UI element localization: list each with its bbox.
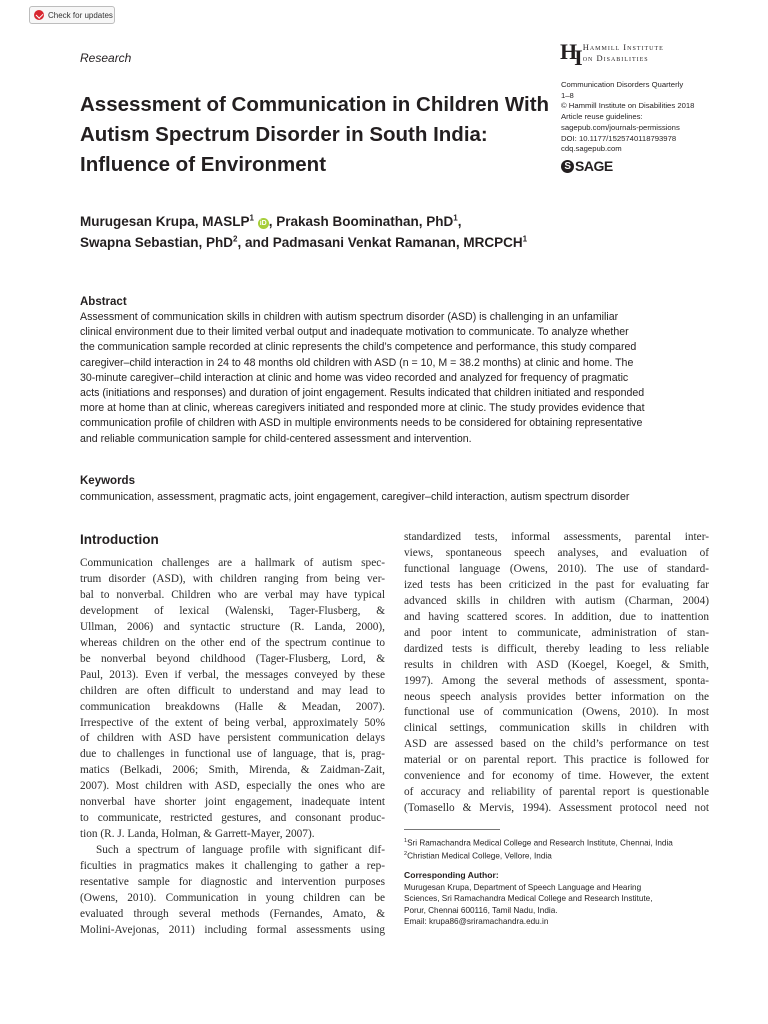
abstract-line: more at home than at clinic, whereas caregivers initiated and responded more at clinic. The study provides evidence that — [80, 402, 645, 415]
affiliation-1-text: Sri Ramachandra Medical College and Research Institute, Chennai, India — [407, 838, 673, 848]
author-4: , and Padmasani Venkat Ramanan, MRCPCH — [237, 235, 523, 250]
affil-sup: 1 — [404, 838, 408, 844]
body-line: be nonverbal beyond childhood (Tager-Flusberg, Lord, & — [80, 652, 385, 665]
orcid-icon[interactable]: iD — [259, 220, 267, 227]
abstract-line: 30-minute caregiver–child interaction at clinic and home was video recorded and analyzed for frequency of pragmatic — [80, 371, 629, 384]
body-line: standardized tests, informal assessments, parental inter- — [404, 531, 709, 543]
affiliation-footnotes — [404, 836, 724, 863]
introduction-heading: Introduction — [80, 532, 159, 547]
affil-sup: 1 — [249, 213, 254, 223]
copyright: © Hammill Institute on Disabilities 2018 — [561, 101, 695, 111]
body-line: 1997). Among the several methods of assessment, sponta- — [404, 674, 709, 687]
body-line: resentative sample for diagnostic and intervention purposes — [80, 876, 385, 889]
corr-email[interactable]: Email: krupa86@sriramachandra.edu.in — [404, 917, 549, 927]
body-line: Such a spectrum of language profile with significant dif- — [96, 844, 385, 857]
affil-sup: 1 — [453, 213, 458, 223]
keywords-heading: Keywords — [80, 475, 135, 487]
affil-sup: 2 — [233, 234, 238, 244]
corr-line: Murugesan Krupa, Department of Speech Language and Hearing — [404, 882, 642, 892]
author-3: Swapna Sebastian, PhD — [80, 235, 234, 250]
body-line: of children with ASD have persistent communication delays — [80, 732, 385, 745]
publisher-name-line2: on Disabilities — [582, 53, 649, 63]
abstract-body — [80, 310, 708, 447]
body-line: Molini-Avejonas, 2011) including formal assessments using — [80, 923, 385, 936]
body-line: and poor intent to communicate, administration of stan- — [404, 626, 709, 639]
journal-meta — [561, 80, 751, 155]
publisher-logo — [560, 39, 664, 70]
body-line: clinical settings, communication skills in children with — [404, 722, 709, 735]
body-line: ASD are assessed based on the child’s performance on test — [404, 738, 709, 751]
body-line: results in children with ASD (Koegel, Koegel, & Smith, — [404, 658, 709, 671]
body-line: (Tomasello & Mervis, 1994). Assessment protocol need not — [404, 802, 709, 815]
author-list — [80, 211, 720, 253]
sage-logo — [561, 158, 613, 174]
body-line: ficulties in pragmatics makes it challenging to gather a rep- — [80, 860, 385, 873]
body-line: tion (R. J. Landa, Holman, & Garrett-Mayer, 2007). — [80, 828, 315, 841]
corresponding-author — [404, 870, 724, 928]
body-line: of accuracy and reliability of parental report is questionable — [404, 786, 709, 799]
section-label: Research — [80, 51, 132, 65]
reuse-label: Article reuse guidelines: — [561, 112, 643, 122]
corr-line: Sciences, Sri Ramachandra Medical College and Research Institute, — [404, 894, 653, 904]
journal-name: Communication Disorders Quarterly — [561, 80, 684, 89]
body-line: bal to nonverbal. Children who are verbal may have typical — [80, 588, 385, 601]
check-for-updates-badge[interactable] — [29, 6, 115, 24]
check-updates-icon — [34, 10, 44, 20]
body-line: ized tests has been criticized in the past for evaluating far — [404, 578, 709, 591]
body-line: views, spontaneous speech analyses, and evaluation of — [404, 546, 709, 559]
body-line: dardized tests is difficult, thereby leading to less reliable — [404, 642, 709, 655]
abstract-line: clinical environment due to their limited verbal output and inadequate motivation to communicate. To analyze whether — [80, 326, 629, 339]
author-2: , Prakash Boominathan, PhD — [268, 214, 454, 229]
affil-sup: 1 — [522, 234, 528, 244]
footnote-divider — [404, 829, 500, 830]
body-line: matics (Belkadi, 2006; Smith, Mirenda, & Zaidman-Zait, — [80, 764, 385, 777]
body-column-right — [404, 530, 709, 817]
body-line: neous speech analysis provides better information on the — [404, 690, 709, 703]
abstract-line: and reliable communication sample for child-centered assessment and intervention. — [80, 432, 472, 445]
body-line: 2007). Most children with ASD, especially the ones who are — [80, 780, 385, 793]
abstract-line: acts (initiations and responses) and duration of joint engagement. Results indicated that children initiated and responded — [80, 387, 645, 400]
sage-s-icon: S — [561, 160, 574, 173]
paper-title: Assessment of Communication in Children With Autism Spectrum Disorder in South India: Influence of Environment — [80, 93, 550, 176]
doi[interactable]: DOI: 10.1177/1525740118793978 — [561, 133, 677, 143]
author-1: Murugesan Krupa, MASLP — [80, 214, 250, 229]
abstract-heading: Abstract — [80, 296, 127, 308]
hammill-logo-icon: HI — [560, 39, 580, 70]
body-line: Communication challenges are a hallmark of autism spec- — [80, 557, 385, 569]
body-line: development of lexical (Walenski, Tager-Flusberg, & — [80, 604, 385, 617]
body-line: communication breakdowns (Halle & Meadan, 2007). — [80, 700, 385, 713]
keywords-list: communication, assessment, pragmatic acts, joint engagement, caregiver–child interaction, autism spectrum disorder — [80, 491, 630, 503]
body-line: Paul, 2013). Even if verbal, the messages conveyed by these — [80, 668, 385, 681]
body-line: Irrespective of the extent of being verbal, approximately 50% — [80, 716, 385, 729]
body-line: trum disorder (ASD), with children ranging from being ver- — [80, 572, 385, 585]
abstract-line: Assessment of communication skills in children with autism spectrum disorder (ASD) is challenging in an unfamiliar — [80, 311, 619, 323]
body-line: advanced skills in children with autism (Charman, 2004) — [404, 594, 709, 607]
body-line: Ullman, 2006) and syntactic structure (R. Landa, 2000), — [80, 620, 385, 633]
affiliation-2-text: Christian Medical College, Vellore, India — [407, 852, 552, 862]
corr-line: Porur, Chennai 600116, Tamil Nadu, India. — [404, 905, 558, 915]
body-column-left — [80, 556, 385, 939]
abstract-line: the communication sample recorded at clinic represents the child’s competence and performance, this study compared — [80, 341, 637, 354]
body-line: (Owens, 2010). Communication in young children can be — [80, 892, 385, 905]
affiliation-2 — [404, 849, 724, 862]
journal-pages: 1–8 — [561, 90, 574, 100]
reuse-link[interactable]: sagepub.com/journals-permissions — [561, 122, 680, 132]
affil-sup: 2 — [404, 851, 408, 858]
abstract-line: caregiver–child interaction in 24 to 48 months old children with ASD (n = 10, M = 38.2 months) at clinic and home. The — [80, 356, 634, 369]
body-line: children are often difficult to understand and may lead to — [80, 684, 385, 697]
body-line: functional use of communication (Owens, 2010). In most — [404, 706, 709, 719]
corresponding-author-heading: Corresponding Author: — [404, 870, 499, 880]
journal-site-link[interactable]: cdq.sagepub.com — [561, 144, 622, 154]
body-line: evaluated through several methods (Fernandes, Amato, & — [80, 907, 385, 920]
check-for-updates-label: Check for updates — [48, 10, 113, 20]
body-line: functional language (Owens, 2010). The use of standard- — [404, 562, 709, 575]
body-line: material or on parental report. This practice is followed for — [404, 754, 709, 767]
sage-text: SAGE — [575, 158, 613, 174]
affiliation-1 — [404, 836, 724, 849]
author-separator: , — [457, 214, 462, 229]
body-line: and having scattered scores. In addition, due to inattention — [404, 610, 709, 623]
publisher-name-line1: Hammill Institute — [582, 42, 664, 52]
abstract-line: communication profile of children with ASD in multiple environments needs to be considered for obtaining representative — [80, 417, 643, 430]
body-line: convenience and for economy of time. However, the extent — [404, 770, 709, 783]
body-line: whereas children on the other end of the spectrum continue to — [80, 636, 385, 649]
body-line: due to challenges in functional use of language, that is, prag- — [80, 748, 385, 761]
body-line: to communicate, restricted gestures, and consonant produc- — [80, 812, 385, 825]
body-line: nonverbal have shorter joint engagement, inadequate intent — [80, 796, 385, 809]
